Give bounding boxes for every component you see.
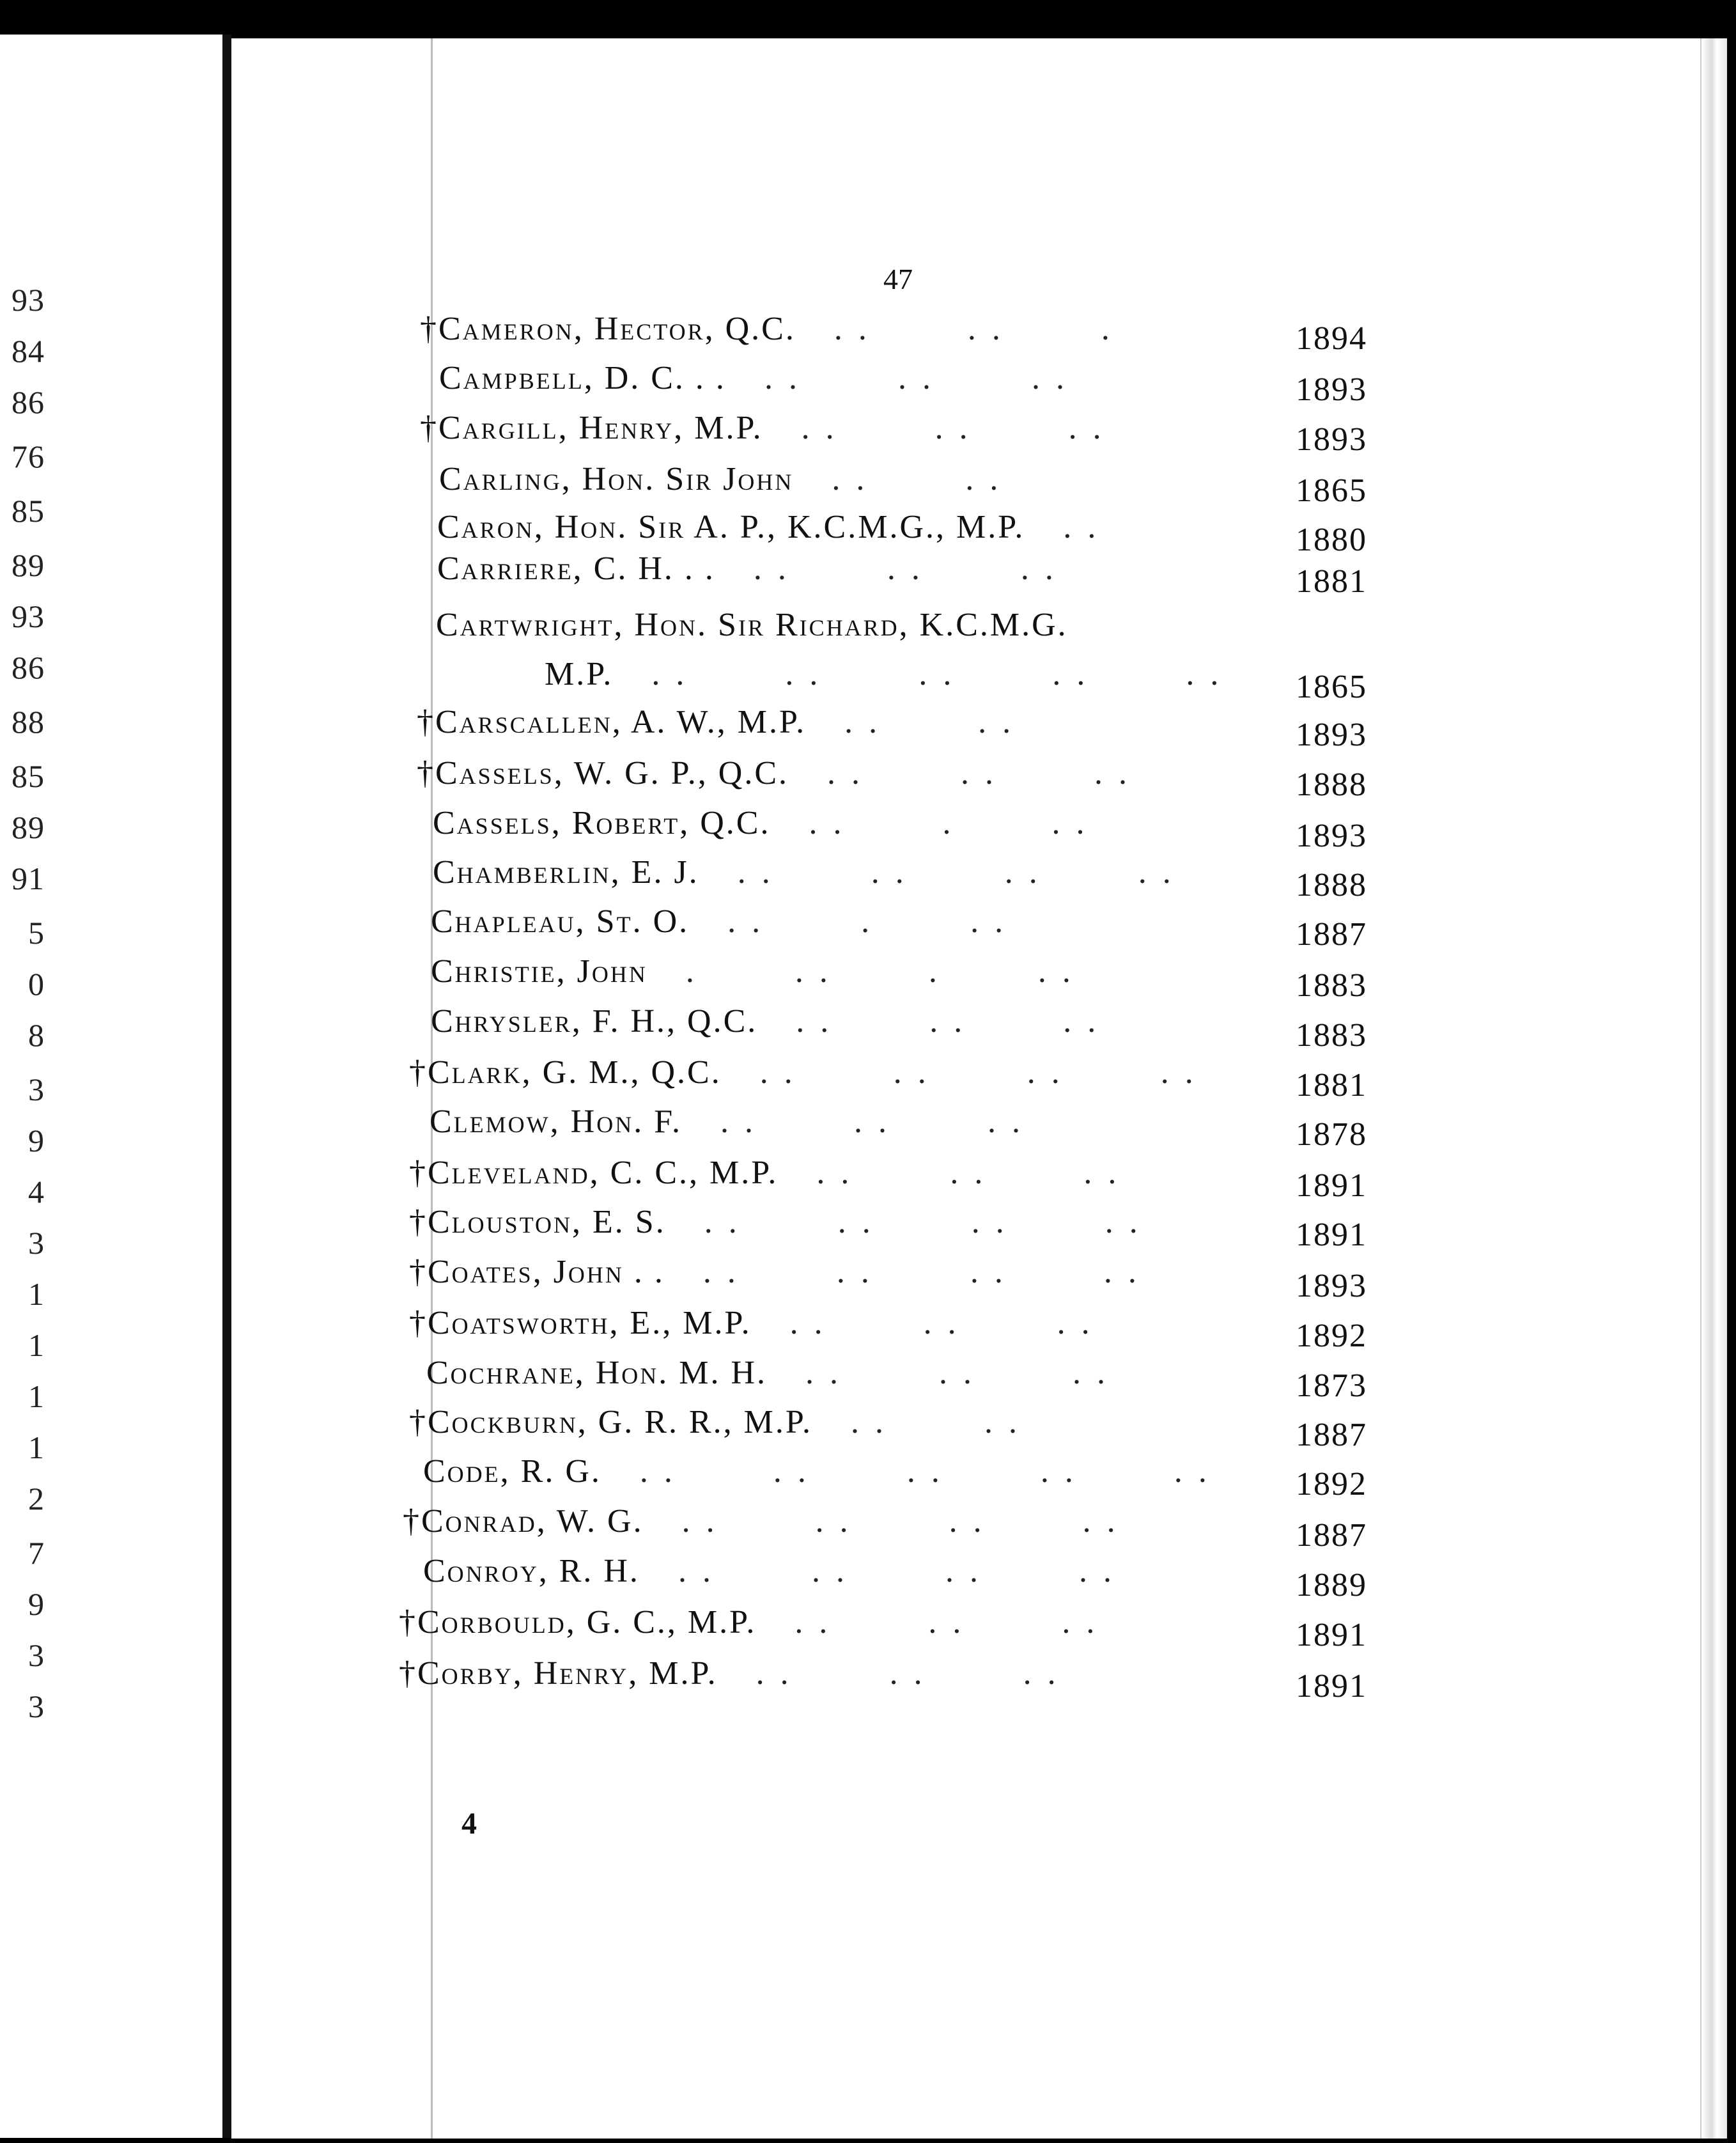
page-number: 47: [883, 263, 913, 295]
entry-name: Chamberlin, E. J.: [433, 854, 699, 891]
dot-leaders: . . . . . .: [801, 410, 1105, 446]
dot-leaders: . . . . . .: [685, 953, 1074, 990]
left-page-number: 88: [12, 704, 45, 740]
book-spine: [222, 35, 231, 2138]
list-item: [431, 953, 1074, 990]
left-page-number: 1: [28, 1276, 45, 1312]
list-item: [399, 1655, 1060, 1692]
entry-year: 1888: [1296, 767, 1367, 803]
entry-name: Coates, John . .: [428, 1254, 665, 1290]
deceased-dagger-mark: †: [420, 311, 438, 347]
deceased-dagger-mark: †: [409, 1305, 428, 1341]
dot-leaders: . . . . . .: [764, 360, 1068, 396]
dot-leaders: . . . . . . . . . .: [651, 656, 1223, 692]
left-page-number: 4: [28, 1174, 45, 1210]
entry-name: Clark, G. M., Q.C.: [428, 1054, 722, 1091]
entry-name: Cassels, W. G. P., Q.C.: [435, 755, 789, 791]
entry-name: Cargill, Henry, M.P.: [438, 410, 763, 446]
entry-year: 1892: [1296, 1466, 1367, 1502]
entry-name: Cartwright, Hon. Sir Richard, K.C.M.G.: [436, 607, 1068, 643]
entry-year: 1889: [1296, 1567, 1367, 1603]
dot-leaders: . . . . . .: [756, 1655, 1060, 1692]
list-item: [433, 853, 1175, 891]
list-item: [420, 310, 1113, 348]
deceased-dagger-mark: †: [399, 1604, 417, 1640]
deceased-dagger-mark: †: [417, 755, 435, 791]
entry-year: 1887: [1296, 1417, 1367, 1453]
list-item: [433, 804, 1089, 842]
left-page-number: 0: [28, 966, 45, 1002]
left-page-number: 85: [12, 493, 45, 529]
entry-name: Carriere, C. H. . .: [437, 550, 715, 587]
entry-year: 1894: [1296, 320, 1367, 357]
dot-leaders: . . . . .: [809, 805, 1089, 841]
entry-name: Carscallen, A. W., M.P.: [435, 704, 807, 740]
entry-year: 1891: [1296, 1167, 1367, 1204]
entry-year: 1880: [1296, 522, 1367, 558]
left-page-number: 84: [12, 333, 45, 369]
dot-leaders: . . . .: [844, 704, 1015, 740]
list-item: [409, 1253, 1140, 1291]
deceased-dagger-mark: †: [409, 1254, 428, 1290]
entry-name: Cameron, Hector, Q.C.: [438, 311, 796, 347]
list-item: [423, 1552, 1115, 1590]
entry-name: Code, R. G.: [423, 1453, 601, 1490]
entry-name: Cochrane, Hon. M. H.: [426, 1355, 768, 1391]
dot-leaders: . . . . . . . .: [759, 1054, 1197, 1091]
deceased-dagger-mark: †: [409, 1404, 428, 1440]
list-item: [409, 1203, 1142, 1241]
list-item: [417, 754, 1131, 792]
entry-year: 1887: [1296, 1517, 1367, 1554]
dot-leaders: . . . . . . . .: [702, 1254, 1140, 1290]
entry-year: 1888: [1296, 867, 1367, 903]
list-item: [437, 508, 1099, 546]
dot-leaders: . . . . . . . . . .: [639, 1453, 1211, 1490]
left-page-number: 5: [28, 915, 45, 951]
left-page: [0, 35, 225, 2138]
dot-leaders: . . . . .: [833, 311, 1113, 347]
dot-leaders: . . . . . .: [794, 1604, 1099, 1640]
deceased-dagger-mark: †: [409, 1054, 428, 1091]
dot-leaders: . .: [1063, 509, 1100, 545]
left-page-number: 2: [28, 1481, 45, 1516]
left-page-number: 86: [12, 384, 45, 420]
entry-name: Corbould, G. C., M.P.: [417, 1604, 757, 1640]
dot-leaders: . . . . . .: [805, 1355, 1110, 1391]
dot-leaders: . . . . . .: [720, 1103, 1024, 1140]
entry-year: 1893: [1296, 818, 1367, 854]
entry-year: 1865: [1296, 669, 1367, 705]
entry-year: 1881: [1296, 1067, 1367, 1103]
dot-leaders: . . . . .: [727, 903, 1007, 940]
left-page-number: 93: [12, 282, 45, 318]
left-page-number: 3: [28, 1225, 45, 1261]
entry-year: 1883: [1296, 967, 1367, 1004]
dot-leaders: . . . . . . . .: [704, 1204, 1142, 1240]
left-page-number: 3: [28, 1688, 45, 1724]
list-item: [439, 460, 1002, 498]
entry-name: Chapleau, St. O.: [431, 903, 690, 940]
left-page-number: 1: [28, 1327, 45, 1363]
list-item: [399, 1603, 1098, 1641]
left-page-number: 76: [12, 439, 45, 474]
signature-mark: 4: [461, 1807, 477, 1841]
list-item: [420, 409, 1105, 447]
left-page-number: 85: [12, 758, 45, 794]
left-page-number: 3: [28, 1637, 45, 1673]
dot-leaders: . . . . . .: [789, 1305, 1094, 1341]
entry-year: 1865: [1296, 472, 1367, 509]
entry-name: Coatsworth, E., M.P.: [428, 1305, 752, 1341]
entry-year: 1887: [1296, 916, 1367, 953]
deceased-dagger-mark: †: [409, 1155, 428, 1191]
deceased-dagger-mark: †: [417, 704, 435, 740]
left-page-number: 91: [12, 861, 45, 896]
left-page-number: 1: [28, 1378, 45, 1414]
entry-year: 1893: [1296, 717, 1367, 753]
entry-year: 1891: [1296, 1668, 1367, 1704]
left-page-number: 89: [12, 809, 45, 845]
left-page-number: 3: [28, 1072, 45, 1107]
list-item: [426, 1354, 1109, 1392]
entry-year: 1893: [1296, 371, 1367, 408]
left-page-number: 8: [28, 1017, 45, 1053]
left-page-number: 9: [28, 1123, 45, 1158]
list-item: [409, 1403, 1021, 1441]
entry-name: Carling, Hon. Sir John: [439, 461, 794, 497]
entry-year: 1881: [1296, 563, 1367, 600]
left-page-number: 1: [28, 1430, 45, 1465]
entry-name: Clemow, Hon. F.: [430, 1103, 682, 1140]
list-item: [423, 1453, 1211, 1490]
entry-year: 1883: [1296, 1017, 1367, 1054]
entry-name: Caron, Hon. Sir A. P., K.C.M.G., M.P.: [437, 509, 1025, 545]
entry-name: Conrad, W. G.: [421, 1503, 644, 1539]
entry-year: 1892: [1296, 1318, 1367, 1354]
entry-year: 1891: [1296, 1217, 1367, 1253]
entry-name: M.P.: [545, 656, 614, 692]
entry-name: Cleveland, C. C., M.P.: [428, 1155, 779, 1191]
entry-year: 1873: [1296, 1368, 1367, 1404]
list-item: [409, 1154, 1120, 1192]
list-item: [417, 703, 1014, 741]
dot-leaders: . . . . . .: [827, 755, 1131, 791]
dot-leaders: . . . .: [851, 1404, 1021, 1440]
dot-leaders: . . . . . . . .: [737, 854, 1175, 891]
deceased-dagger-mark: †: [399, 1655, 417, 1692]
list-item: [545, 655, 1222, 693]
list-item: [431, 1002, 1099, 1040]
entry-name: Conroy, R. H.: [423, 1553, 640, 1589]
deceased-dagger-mark: †: [420, 410, 438, 446]
right-page: [231, 38, 1727, 2139]
entry-name: Cockburn, G. R. R., M.P.: [428, 1404, 813, 1440]
dot-leaders: . . . . . .: [816, 1155, 1120, 1191]
dot-leaders: . . . . . . . .: [678, 1553, 1115, 1589]
entries-list: [231, 38, 1727, 2139]
dot-leaders: . . . . . .: [753, 550, 1057, 587]
list-item: [409, 1304, 1094, 1342]
left-page-number: 7: [28, 1535, 45, 1571]
entry-name: Campbell, D. C. . .: [439, 360, 726, 396]
deceased-dagger-mark: †: [403, 1503, 421, 1539]
page-edge: [1700, 38, 1727, 2139]
dot-leaders: . . . . . .: [796, 1003, 1100, 1040]
left-page-number: 86: [12, 650, 45, 685]
list-item: [403, 1502, 1119, 1540]
entry-name: Clouston, E. S.: [428, 1204, 666, 1240]
left-page-number: 93: [12, 598, 45, 634]
left-page-number: 89: [12, 547, 45, 583]
entry-name: Cassels, Robert, Q.C.: [433, 805, 771, 841]
list-item: [409, 1054, 1197, 1091]
left-page-number: 9: [28, 1586, 45, 1622]
dot-leaders: . . . . . . . .: [681, 1503, 1119, 1539]
entry-name: Christie, John: [431, 953, 647, 990]
entry-name: Chrysler, F. H., Q.C.: [431, 1003, 758, 1040]
list-item: [436, 606, 1068, 644]
list-item: [439, 359, 1068, 397]
entry-year: 1891: [1296, 1617, 1367, 1653]
entry-year: 1893: [1296, 1268, 1367, 1304]
dot-leaders: . . . .: [832, 461, 1002, 497]
entry-name: Corby, Henry, M.P.: [417, 1655, 718, 1692]
list-item: [437, 550, 1057, 588]
list-item: [430, 1103, 1024, 1141]
entry-year: 1893: [1296, 421, 1367, 458]
entry-year: 1878: [1296, 1116, 1367, 1153]
deceased-dagger-mark: †: [409, 1204, 428, 1240]
list-item: [431, 903, 1007, 940]
